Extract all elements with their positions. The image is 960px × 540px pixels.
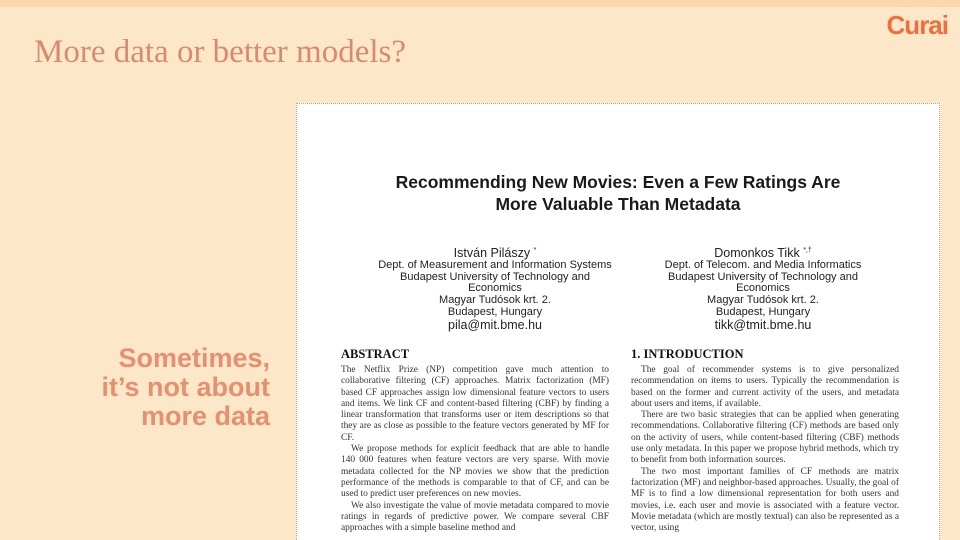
author-mark: * [533, 247, 537, 254]
author-affiliation: Dept. of Measurement and Information Systems [378, 259, 612, 272]
callout-line: Sometimes, [118, 343, 270, 373]
author-email: pila@mit.bme.hu [448, 318, 542, 333]
author-block-2 [633, 244, 893, 332]
author-affiliation: Economics [468, 282, 522, 295]
introduction-heading: 1. INTRODUCTION [631, 347, 744, 361]
author-mark: *,† [803, 247, 812, 254]
author-name: István Pilászy [453, 246, 531, 261]
abstract-paragraph: We propose methods for explicit feedback that are able to handle 140 000 features when feature vectors are very sparse. With movie metadata collected for the NP movies we show that the prediction performance of the methods is comparable to that of CF, and can be used to predict user preferences on new movies. [341, 444, 609, 500]
abstract-heading: ABSTRACT [341, 347, 410, 361]
author-block-1 [365, 244, 625, 332]
author-affiliation: Budapest University of Technology and [668, 270, 858, 283]
paper-excerpt [296, 103, 940, 540]
paper-title-line: More Valuable Than Metadata [495, 194, 741, 214]
introduction-paragraph: There are two basic strategies that can be applied when generating recommendations. Collaborative filtering (CF) methods are based only on the activity of users, while content-based filtering (CBF) methods use only metadata. In this paper we propose hybrid methods, which try to benefit from both information sources. [631, 410, 899, 466]
slide-title: More data or better models? [34, 34, 407, 70]
author-name: Domonkos Tikk [714, 246, 800, 261]
abstract-paragraph: We also investigate the value of movie metadata compared to movie ratings in regards of predictive power. We compare several CBF approaches with a simple baseline method and [341, 500, 609, 534]
callout-text [10, 344, 270, 431]
paper-title-line: Recommending New Movies: Even a Few Ratings Are [395, 172, 841, 192]
author-address: Magyar Tudósok krt. 2. [439, 293, 551, 306]
callout-line: more data [140, 401, 270, 431]
author-affiliation: Economics [736, 282, 790, 295]
abstract-column [341, 347, 609, 534]
callout-line: it’s not about [101, 372, 270, 402]
introduction-paragraph: The two most important families of CF methods are matrix factorization (MF) and neighbor-based approaches. Usually, the goal of MF is to find a low dimensional representation for both users and movies, i.e. each user and movie is associated with a feature vector. Movie metadata (which are mostly textual) can also be represented as a vector, using [631, 466, 899, 534]
author-address: Budapest, Hungary [447, 305, 543, 318]
paper-title [297, 171, 939, 215]
author-address: Budapest, Hungary [715, 305, 811, 318]
author-email: tikk@tmit.bme.hu [714, 318, 812, 333]
introduction-column [631, 347, 899, 534]
author-address: Magyar Tudósok krt. 2. [707, 293, 819, 306]
abstract-paragraph: The Netflix Prize (NP) competition gave much attention to collaborative filtering (CF) approaches. Matrix factorization (MF) based CF approaches assign low dimensional feature vectors to users and items. We link CF and content-based filtering (CBF) by finding a linear transformation that transforms user or item descriptions so that they are as close as possible to the feature vectors generated by MF for CF. [341, 365, 609, 443]
top-accent-bar [0, 0, 960, 7]
author-affiliation: Budapest University of Technology and [400, 270, 590, 283]
author-affiliation: Dept. of Telecom. and Media Informatics [664, 259, 862, 272]
curai-logo: Curai [886, 10, 948, 40]
introduction-paragraph: The goal of recommender systems is to give personalized recommendation on items to users. Typically the recommendation is based on the former and current activity of the users, and metadata about users and items, if available. [631, 365, 899, 409]
